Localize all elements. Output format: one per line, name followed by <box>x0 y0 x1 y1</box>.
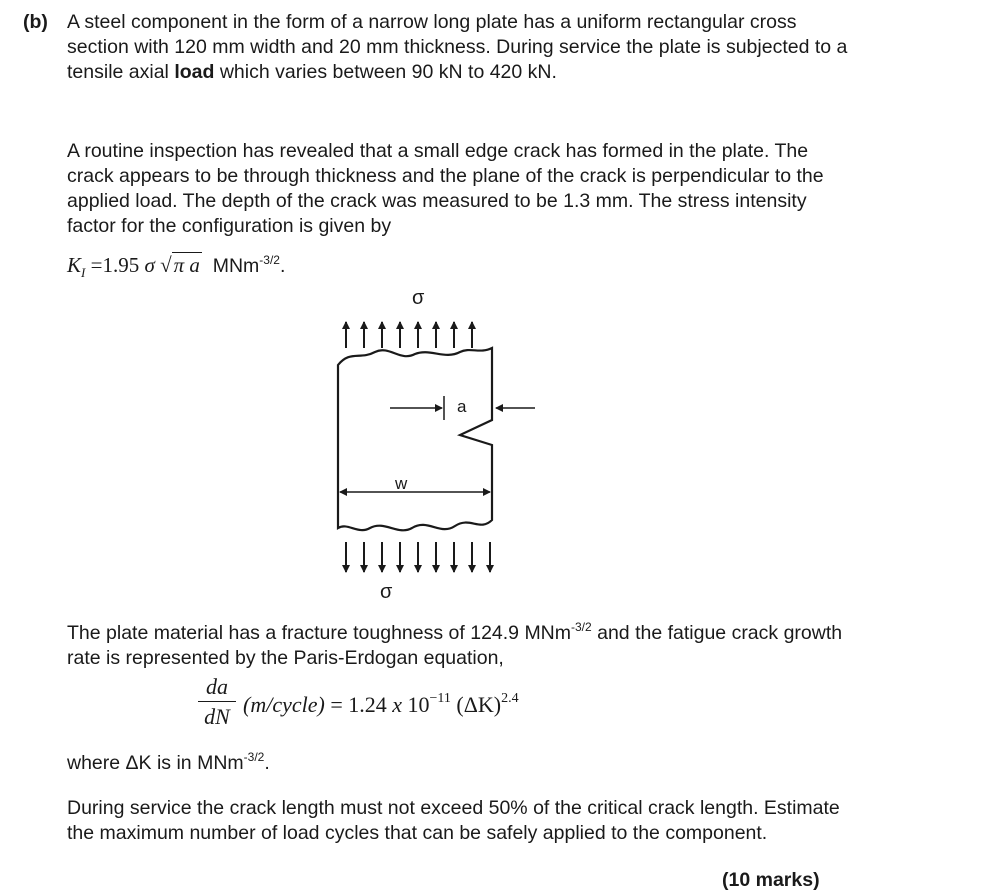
paragraph-crack-inspection: A routine inspection has revealed that a small edge crack has formed in the plate. The crack appears to be through thickness and the plane of the crack is perpendicular to the applied load. The depth of the crack was measured to be 1.3 mm. The stress intensity factor for the configuration is given by <box>67 140 824 237</box>
paragraph-fracture-toughness: The plate material has a fracture toughness of 124.9 MNm$^{-3/2}$ and the fatigue crack growth rate is represented by the Paris-Erdogan equation, <box>67 620 843 669</box>
sigma-top-label: σ <box>412 287 425 309</box>
question-label: (b) <box>23 11 48 33</box>
bottom-load-arrows <box>346 542 490 572</box>
delta-k-units-note: where ΔK is in MNm$^{-3/2}$. <box>67 750 270 774</box>
sigma-bottom-label: σ <box>380 581 393 603</box>
marks-label: (10 marks) <box>722 869 820 891</box>
cracked-plate-figure <box>320 280 550 605</box>
paragraph-plate-description: A steel component in the form of a narrow long plate has a uniform rectangular cross section with 120 mm width and 20 mm thickness. During service the plate is subjected to a tensile axial load which varies between 90 kN to 420 kN. <box>67 11 848 83</box>
paragraph-task: During service the crack length must not exceed 50% of the critical crack length. Estimate the maximum number of load cycles that can be safely applied to the component. <box>67 797 840 844</box>
crack-label-a: a <box>457 397 467 416</box>
width-label-w: w <box>395 474 408 493</box>
da-dn-fraction: da dN <box>197 673 237 730</box>
bold-load: load <box>174 61 215 83</box>
stress-intensity-formula: $K_I =1.95$ σ √π a MNm$^{-3/2}$. <box>67 253 286 280</box>
top-load-arrows <box>346 322 472 348</box>
plate-outline <box>338 348 492 530</box>
